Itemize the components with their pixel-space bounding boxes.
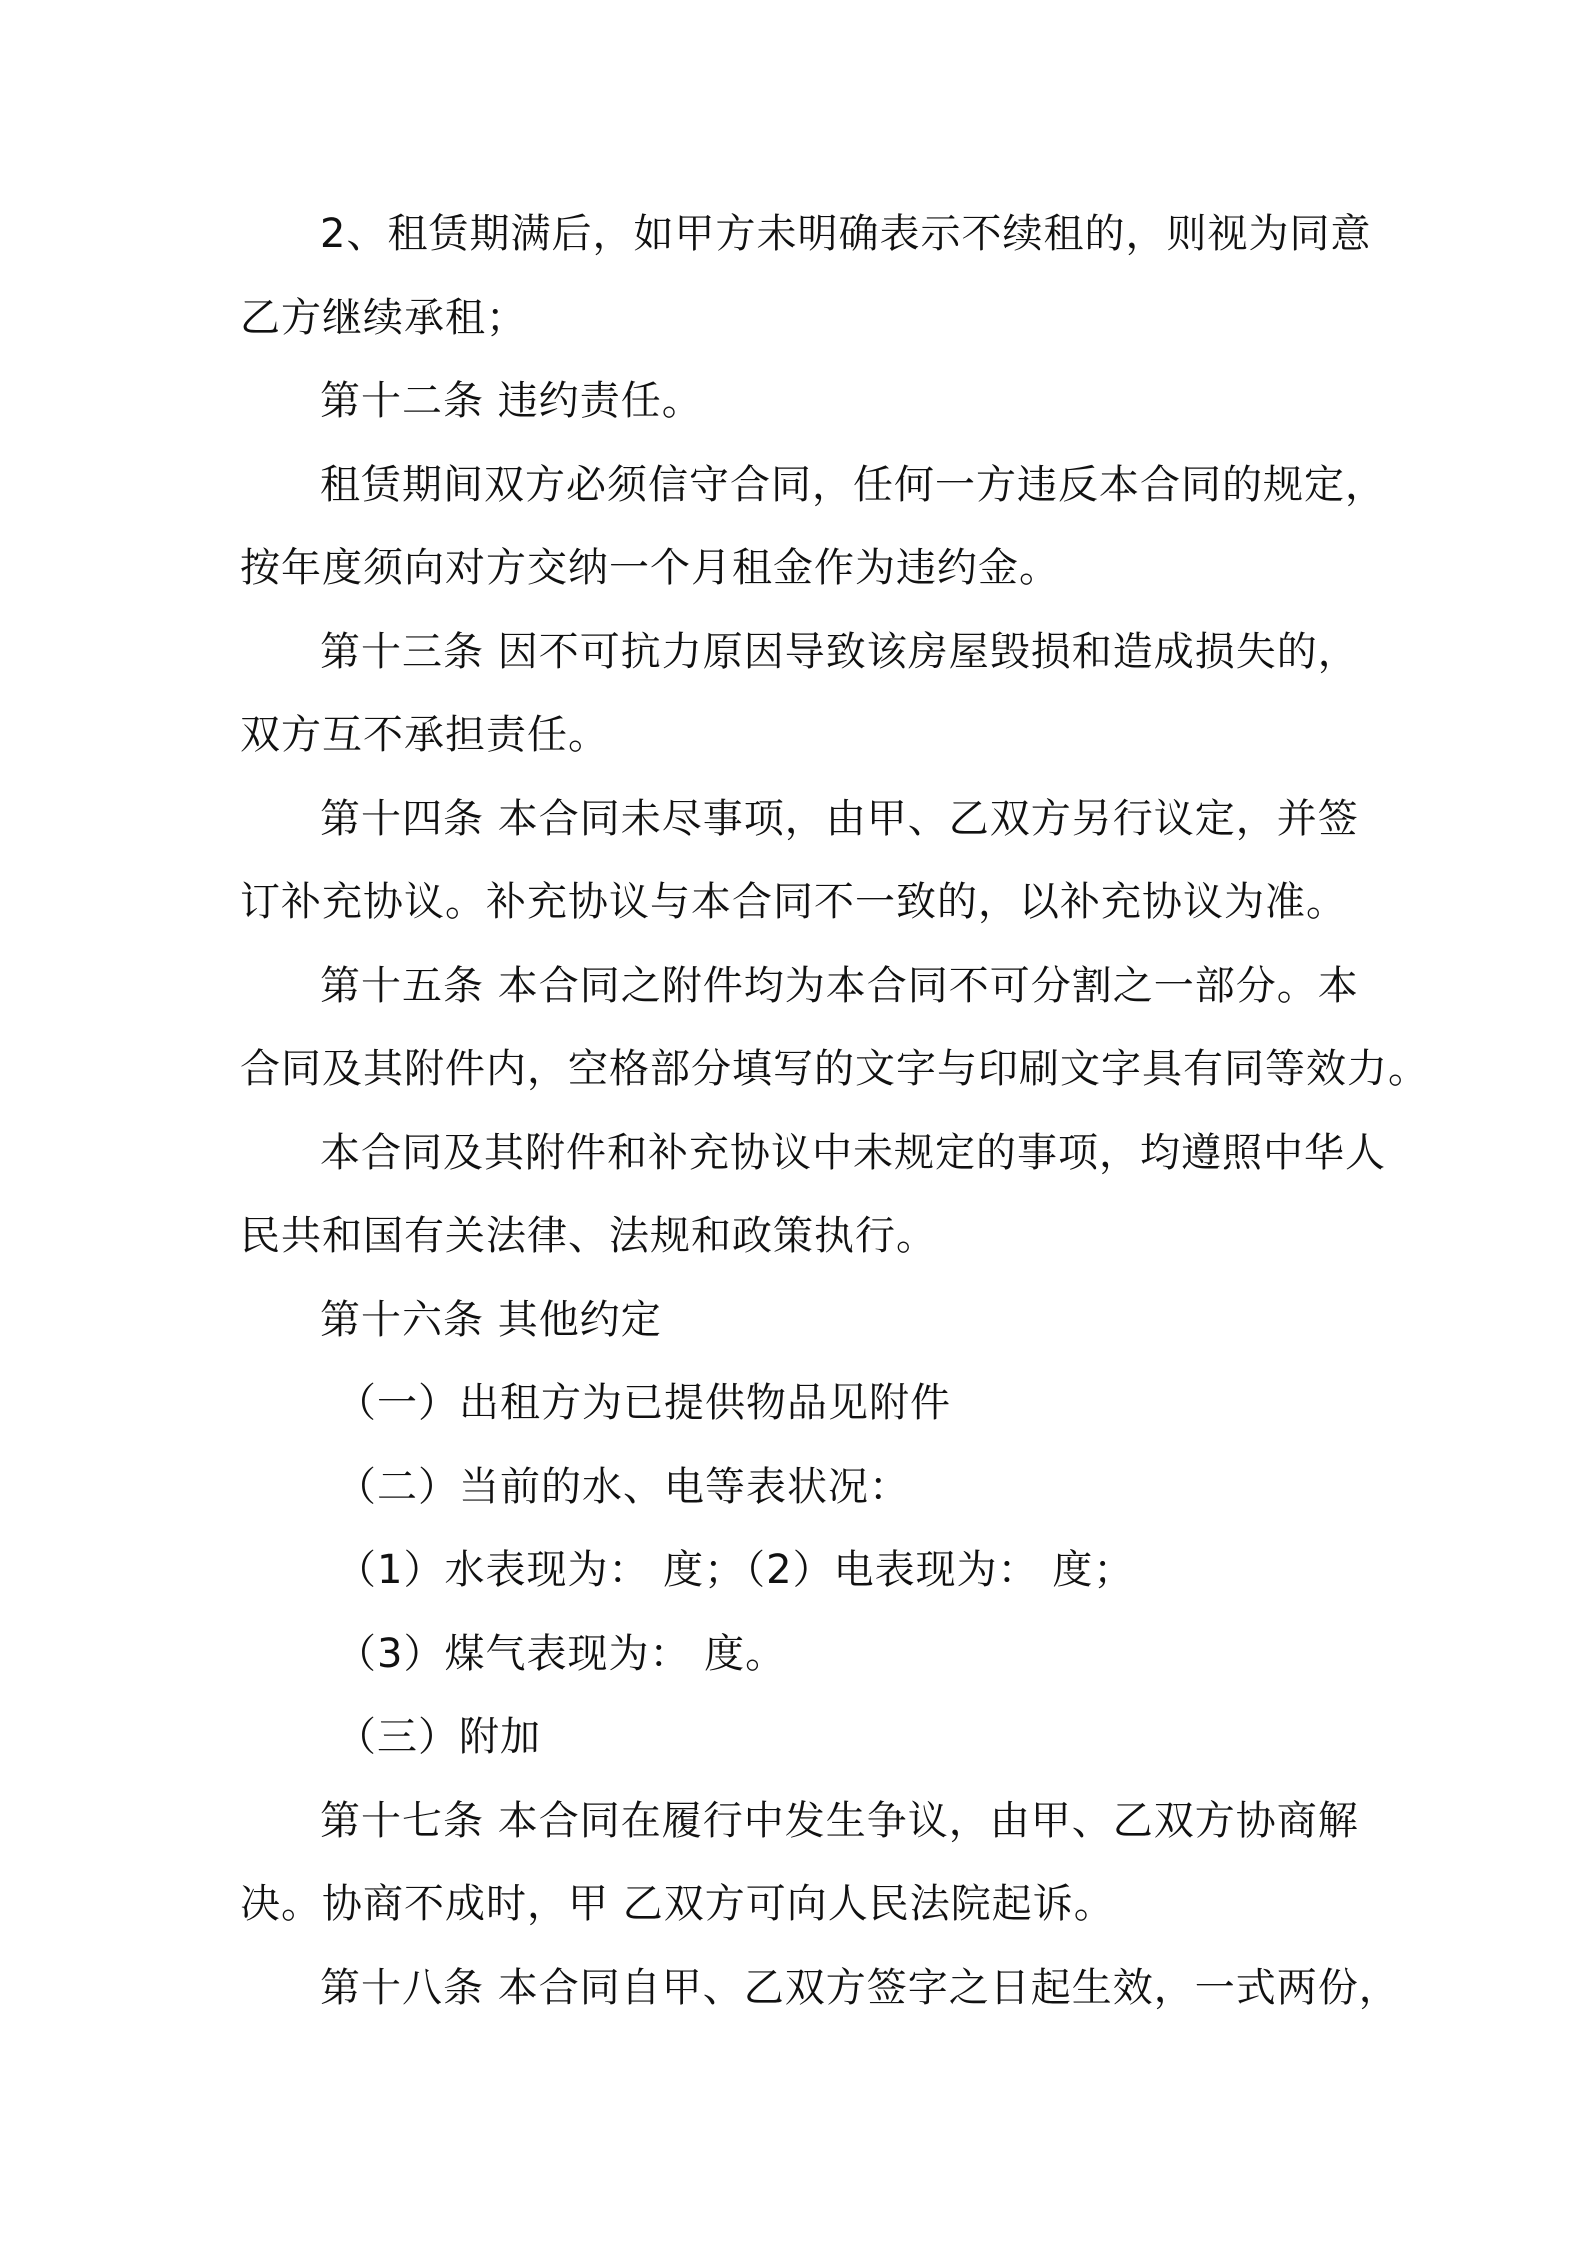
text-line: 按年度须向对方交纳一个月租金作为违约金。 (240, 545, 1060, 591)
text-line: 民共和国有关法律、法规和政策执行。 (240, 1213, 937, 1259)
article-heading: 第十四条 本合同未尽事项，由甲、乙双方另行议定，并签 (320, 795, 1359, 842)
text-line: 租赁期间双方必须信守合同，任何一方违反本合同的规定， (320, 461, 1386, 508)
article-heading: 第十三条 因不可抗力原因导致该房屋毁损和造成损失的， (320, 628, 1359, 675)
document-body (240, 193, 1429, 2030)
text-line: 双方互不承担责任。 (240, 712, 609, 758)
article-heading: 第十七条 本合同在履行中发生争议，由甲、乙双方协商解 (320, 1797, 1359, 1844)
article-heading: 第十六条 其他约定 (320, 1296, 662, 1343)
list-item: （三）附加 (336, 1714, 541, 1760)
article-heading: 第十五条 本合同之附件均为本合同不可分割之一部分。本 (320, 962, 1359, 1009)
list-item: （1）水表现为： 度；（2）电表现为： 度； (336, 1547, 1135, 1593)
text-line: 本合同及其附件和补充协议中未规定的事项，均遵照中华人 (320, 1129, 1386, 1176)
text-line: 决。协商不成时，甲 乙双方可向人民法院起诉。 (240, 1881, 1115, 1927)
list-item: （一）出租方为已提供物品见附件 (336, 1380, 951, 1426)
text-line: 乙方继续承租； (240, 294, 527, 341)
text-line: 合同及其附件内，空格部分填写的文字与印刷文字具有同等效力。 (240, 1046, 1429, 1092)
article-heading: 第十八条 本合同自甲、乙双方签字之日起生效，一式两份， (320, 1964, 1400, 2011)
article-heading: 第十二条 违约责任。 (320, 378, 703, 424)
list-item: （3）煤气表现为： 度。 (336, 1630, 787, 1677)
text-line: 订补充协议。补充协议与本合同不一致的，以补充协议为准。 (240, 879, 1347, 925)
list-item: （二）当前的水、电等表状况： (336, 1463, 910, 1510)
text-line: 2、租赁期满后，如甲方未明确表示不续租的，则视为同意 (320, 211, 1372, 257)
